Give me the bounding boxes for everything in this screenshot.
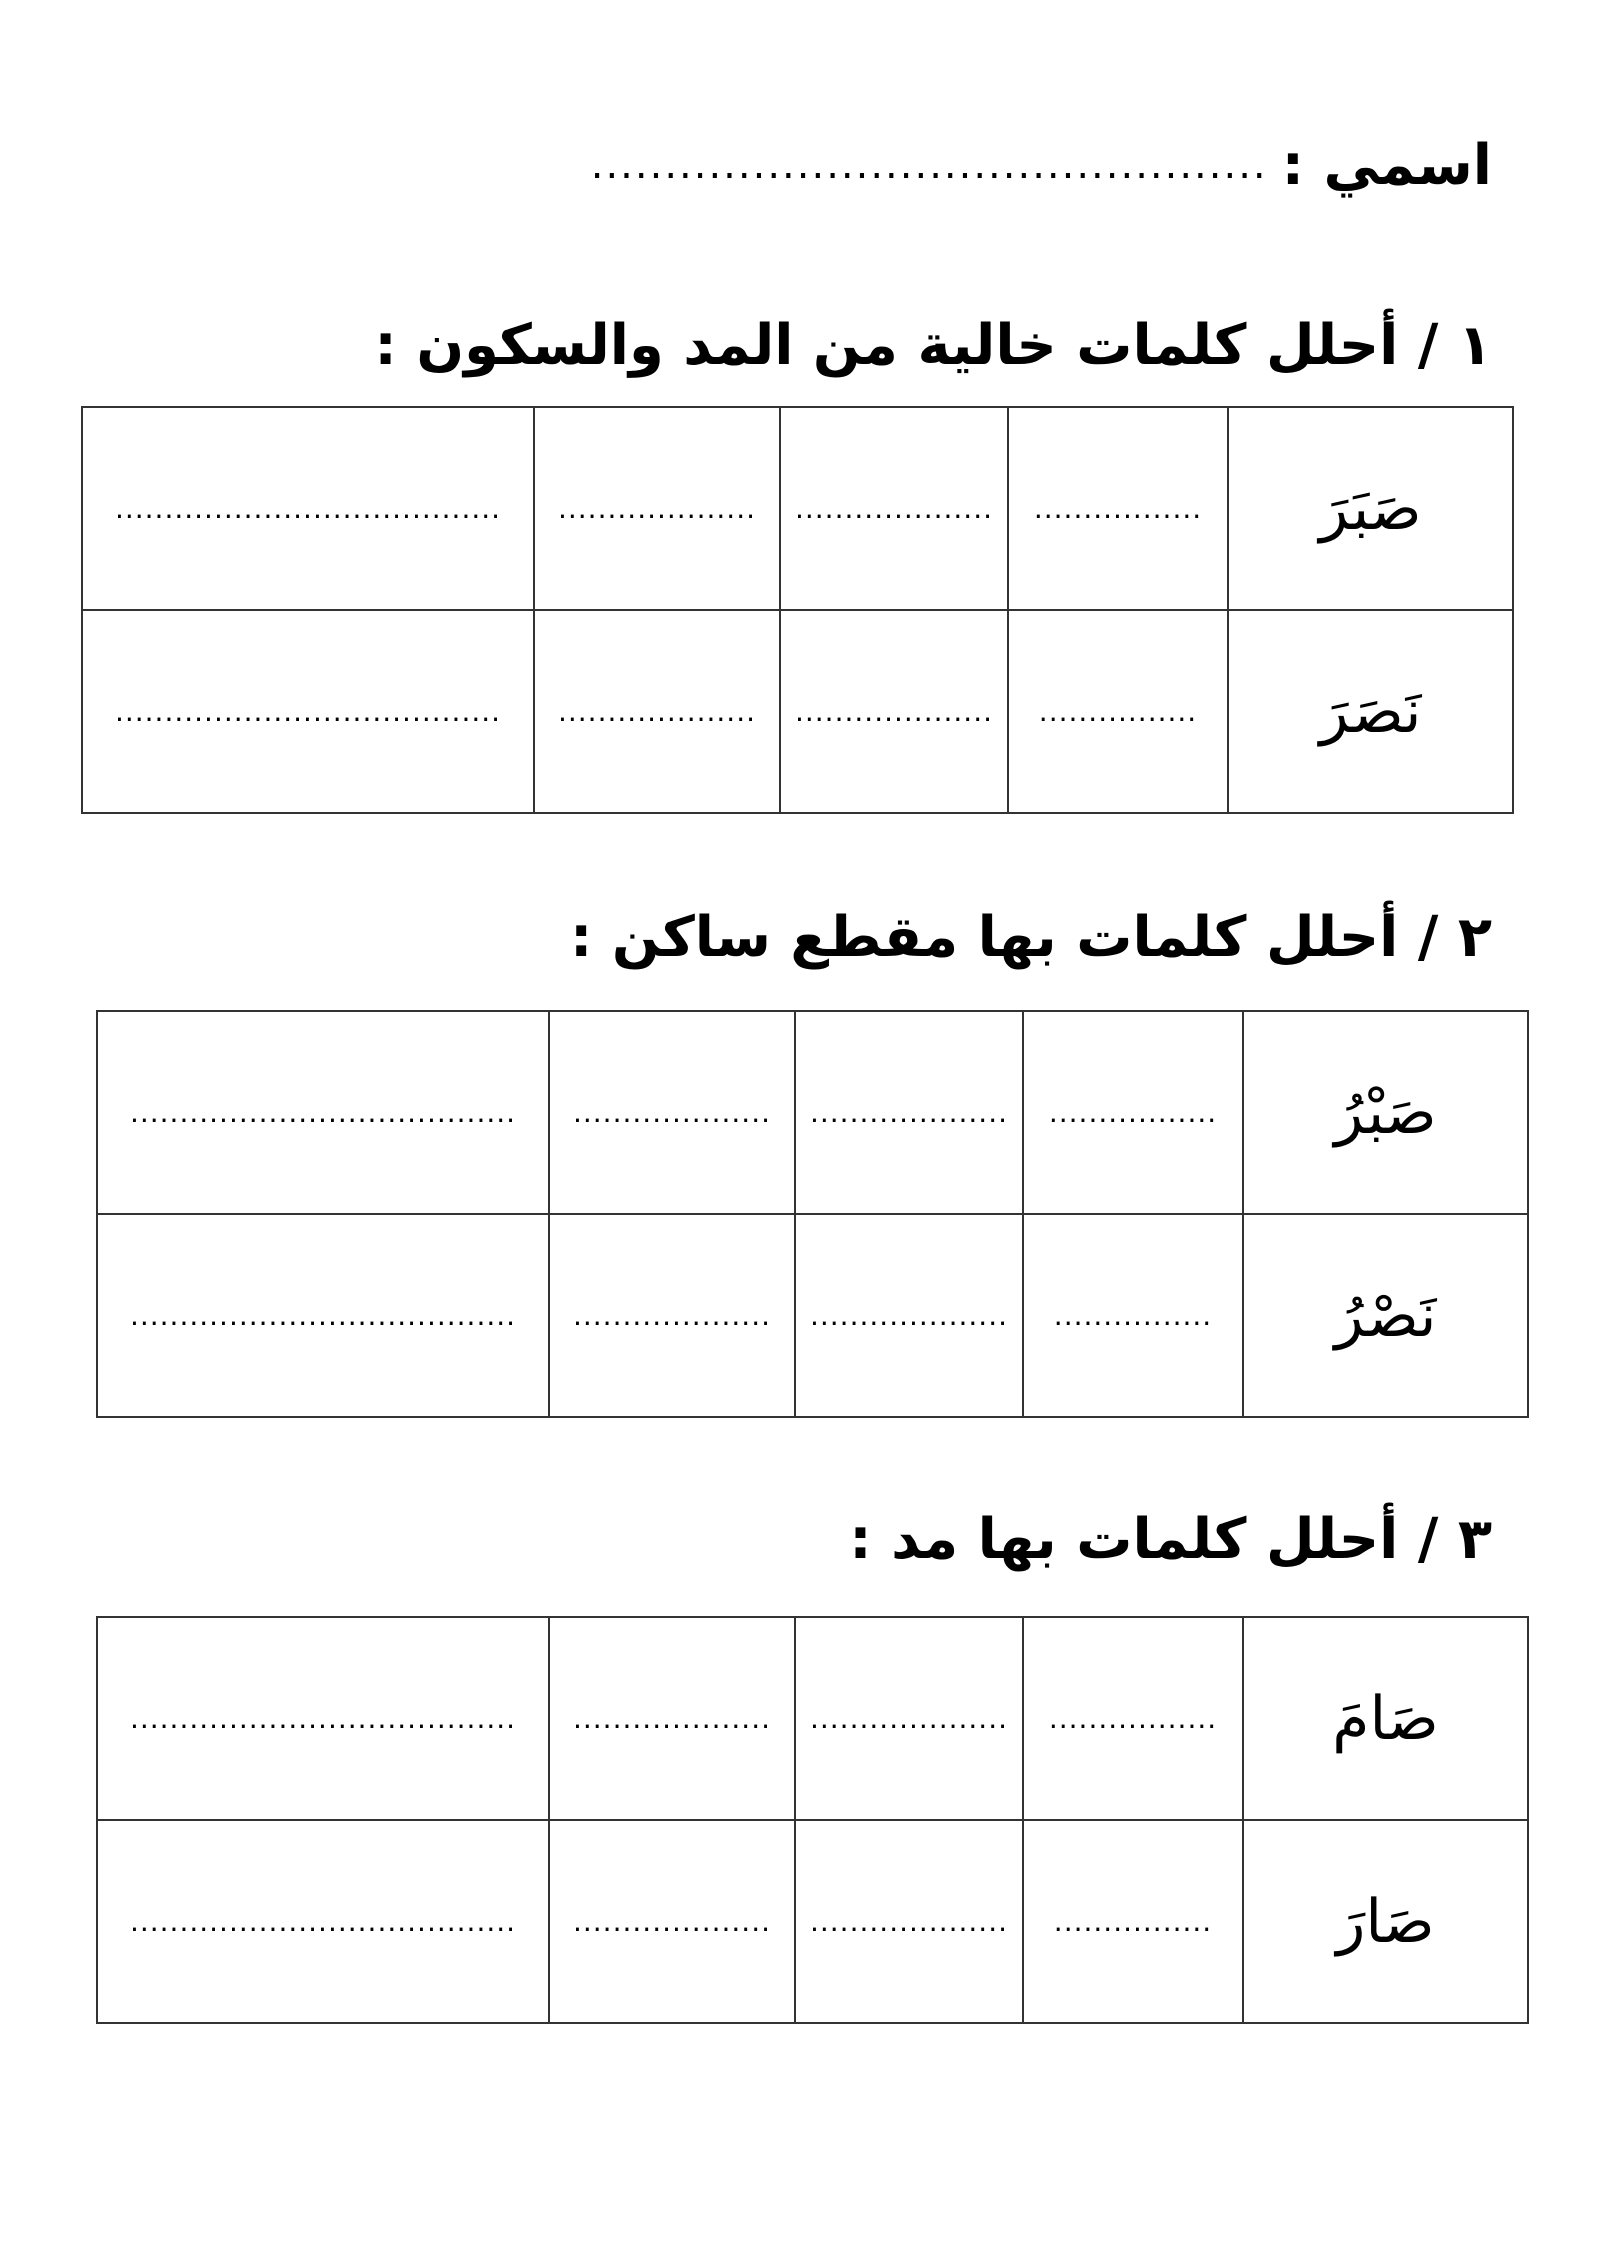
blank-cell[interactable]: ....................: [549, 1617, 795, 1820]
word-cell: صَبْرُ: [1243, 1011, 1528, 1214]
blank-cell[interactable]: ....................: [780, 407, 1008, 610]
word-cell: نَصَرَ: [1228, 610, 1513, 813]
blank-cell[interactable]: ....................: [795, 1011, 1023, 1214]
name-line: [591, 120, 1492, 210]
blank-cell[interactable]: .................: [1023, 1011, 1243, 1214]
blank-cell[interactable]: .................: [1008, 407, 1228, 610]
blank-cell[interactable]: ....................: [534, 407, 780, 610]
name-field[interactable]: ..............................................: [590, 142, 1268, 188]
blank-cell[interactable]: .......................................: [97, 1011, 549, 1214]
section-2-heading: ٢ / أحلل كلمات بها مقطع ساكن :: [569, 904, 1492, 970]
blank-cell[interactable]: ....................: [795, 1617, 1023, 1820]
table-row: [97, 1820, 1528, 2023]
blank-cell[interactable]: ................: [1023, 1820, 1243, 2023]
blank-cell[interactable]: ....................: [780, 610, 1008, 813]
word-cell: صَامَ: [1243, 1617, 1528, 1820]
word-cell: صَارَ: [1243, 1820, 1528, 2023]
section-3-table: [96, 1616, 1529, 2024]
blank-cell[interactable]: ....................: [534, 610, 780, 813]
section-2-table: [96, 1010, 1529, 1418]
table-row: [82, 610, 1513, 813]
table-row: [97, 1617, 1528, 1820]
name-label: اسمي :: [1281, 132, 1492, 198]
blank-cell[interactable]: ....................: [795, 1214, 1023, 1417]
blank-cell[interactable]: ....................: [549, 1214, 795, 1417]
section-1-heading: ١ / أحلل كلمات خالية من المد والسكون :: [374, 312, 1492, 378]
blank-cell[interactable]: .......................................: [82, 407, 534, 610]
blank-cell[interactable]: .................: [1023, 1617, 1243, 1820]
table-row: [97, 1011, 1528, 1214]
table-row: [97, 1214, 1528, 1417]
section-3-heading: ٣ / أحلل كلمات بها مد :: [849, 1506, 1492, 1572]
blank-cell[interactable]: .......................................: [97, 1820, 549, 2023]
blank-cell[interactable]: ....................: [795, 1820, 1023, 2023]
word-cell: نَصْرُ: [1243, 1214, 1528, 1417]
table-row: [82, 407, 1513, 610]
blank-cell[interactable]: ................: [1023, 1214, 1243, 1417]
blank-cell[interactable]: .......................................: [82, 610, 534, 813]
blank-cell[interactable]: ....................: [549, 1011, 795, 1214]
blank-cell[interactable]: ................: [1008, 610, 1228, 813]
section-1-table: [81, 406, 1514, 814]
blank-cell[interactable]: .......................................: [97, 1617, 549, 1820]
word-cell: صَبَرَ: [1228, 407, 1513, 610]
blank-cell[interactable]: .......................................: [97, 1214, 549, 1417]
blank-cell[interactable]: ....................: [549, 1820, 795, 2023]
